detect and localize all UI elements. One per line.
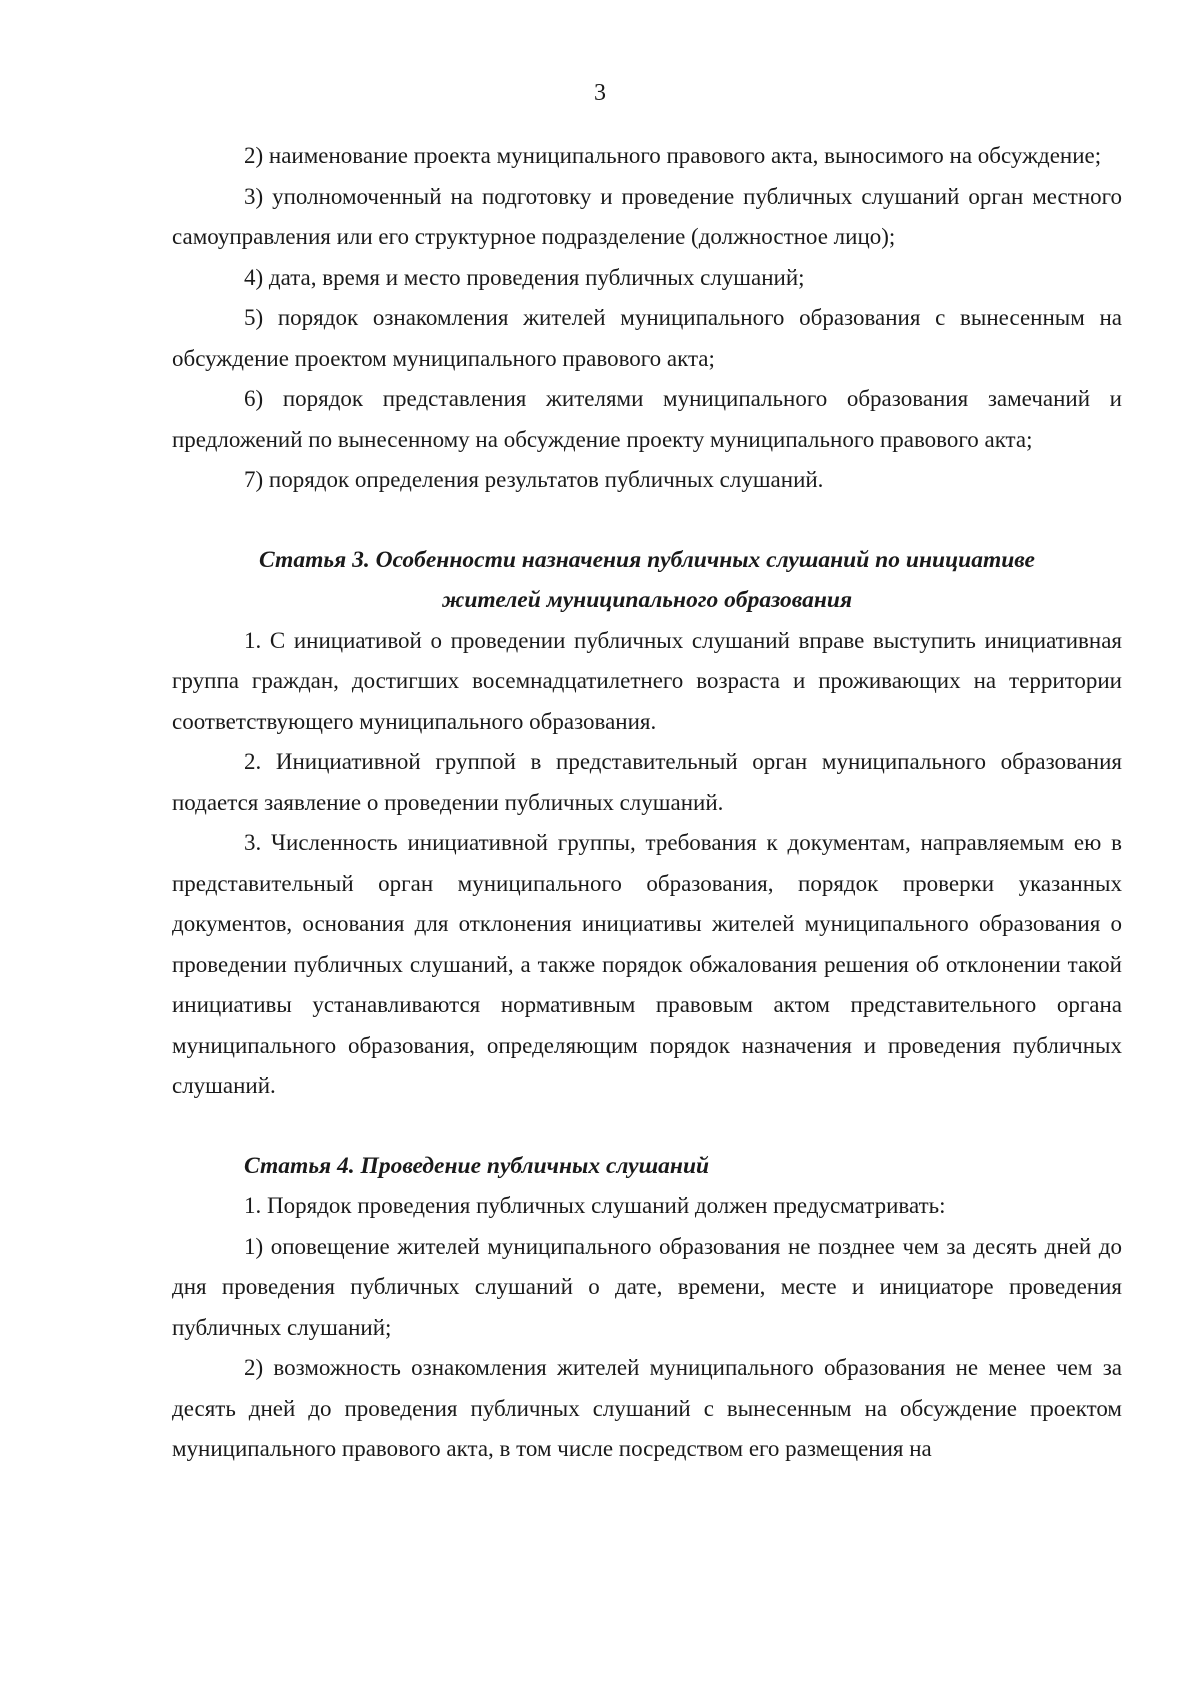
list-item-3: 3) уполномоченный на подготовку и проведение публичных слушаний орган местного самоуправления или его структурное подразделение (должностное лицо); bbox=[172, 183, 1122, 249]
list-item-6: 6) порядок представления жителями муниципального образования замечаний и предложений по вынесенному на обсуждение проекту муниципального правового акта; bbox=[172, 386, 1122, 452]
article-4-item-2: 2) возможность ознакомления жителей муниципального образования не менее чем за десять дней до проведения публичных слушаний с вынесенным на обсуждение проектом муниципального правового акта, в том числе посредством его размещения на bbox=[172, 1355, 1122, 1461]
page-number: 3 bbox=[594, 80, 606, 106]
list-item-7: 7) порядок определения результатов публичных слушаний. bbox=[244, 467, 824, 492]
article-4-paragraph-1: 1. Порядок проведения публичных слушаний должен предусматривать: bbox=[244, 1193, 946, 1218]
article-3-section bbox=[172, 540, 1122, 1107]
article-4-heading: Статья 4. Проведение публичных слушаний bbox=[244, 1152, 710, 1179]
article-3-paragraph-2: 2. Инициативной группой в представительный орган муниципального образования подается заявление о проведении публичных слушаний. bbox=[172, 749, 1122, 815]
article-3-paragraph-3: 3. Численность инициативной группы, требования к документам, направляемым ею в представительный орган муниципального образования, порядок проверки указанных документов, основания для отклонения инициативы жителей муниципального образования о проведении публичных слушаний, а также порядок обжалования решения об отклонении такой инициативы устанавливаются нормативным правовым актом представительного органа муниципального образования, определяющим порядок назначения и проведения публичных слушаний. bbox=[172, 830, 1122, 1098]
list-item-2: 2) наименование проекта муниципального правового акта, выносимого на обсуждение; bbox=[244, 143, 1102, 168]
article-3-heading-line-2: жителей муниципального образования bbox=[441, 587, 853, 613]
list-item-5: 5) порядок ознакомления жителей муниципального образования с вынесенным на обсуждение проектом муниципального правового акта; bbox=[172, 305, 1122, 371]
document-body bbox=[172, 136, 1122, 1470]
article-4-section bbox=[172, 1146, 1122, 1470]
article-3-paragraph-1: 1. С инициативой о проведении публичных слушаний вправе выступить инициативная группа граждан, достигших восемнадцатилетнего возраста и проживающих на территории соответствующего муниципального образования. bbox=[172, 627, 1122, 734]
article-3-heading-line-1: Статья 3. Особенности назначения публичных слушаний по инициативе bbox=[259, 546, 1035, 573]
list-item-4: 4) дата, время и место проведения публичных слушаний; bbox=[244, 264, 805, 290]
article-4-item-1: 1) оповещение жителей муниципального образования не позднее чем за десять дней до дня проведения публичных слушаний о дате, времени, месте и инициаторе проведения публичных слушаний; bbox=[172, 1233, 1122, 1340]
